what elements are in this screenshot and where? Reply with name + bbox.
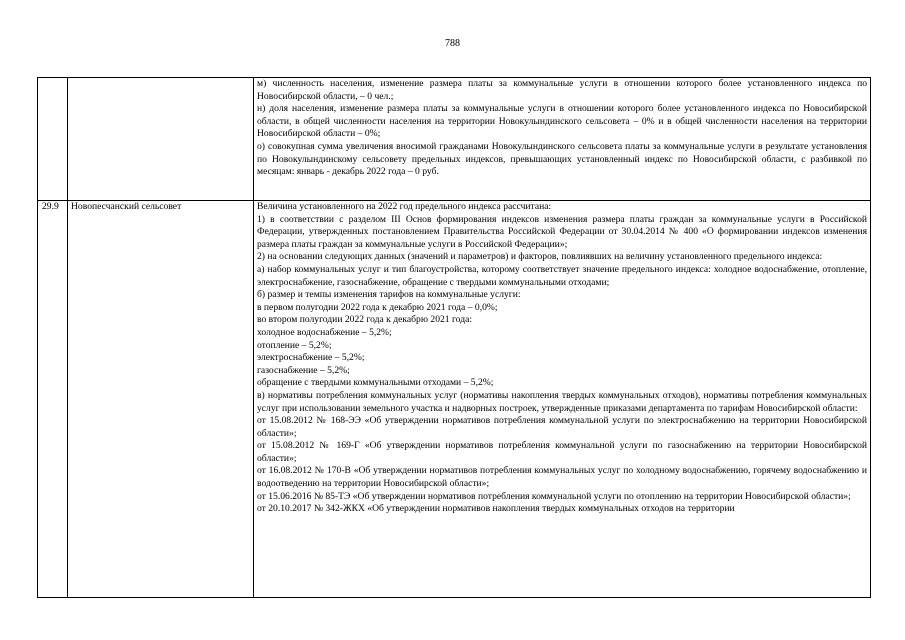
page-number: 788 — [445, 38, 460, 49]
paragraph: электроснабжение – 5,2%; — [257, 352, 365, 364]
paragraph: отопление – 5,2%; — [257, 339, 332, 351]
paragraph: Величина установленного на 2022 год предельного индекса рассчитана: — [257, 201, 552, 212]
table-row — [38, 201, 871, 598]
paragraph: 1) в соответствии с разделом III Основ формирования индексов изменения размера платы граждан за коммунальные услуги в Российской Федерации, утвержденных постановлением Правительства Российской Федерации от 30.04.2014 № 400 «О формировании индексов изменения размера платы граждан за коммунальные услуги в Российской Федерации»; — [257, 213, 867, 250]
paragraph: н) доля населения, изменение размера платы за коммунальные услуги в отношении которого более установленного индекса по Новосибирской области, в общей численности населения на территории Новокулындинского сельсовета – 0% и в общей численности населения на территории Новосибирской области – 0%; — [257, 103, 867, 140]
municipality-name-cell: Новопесчанский сельсовет — [68, 201, 254, 598]
paragraph: в первом полугодии 2022 года к декабрю 2021 года – 0,0%; — [257, 301, 498, 313]
paragraph: а) набор коммунальных услуг и тип благоустройства, которому соответствует значение предельного индекса: холодное водоснабжение, отопление, электроснабжение, газоснабжение, обращение с твердыми коммунальными отходами; — [257, 263, 867, 288]
paragraph: во втором полугодии 2022 года к декабрю 2021 года: — [257, 314, 473, 326]
paragraph: от 15.06.2016 № 85-ТЭ «Об утверждении нормативов потребления коммунальной услуги по отоплению на территории Новосибирской области»; — [257, 490, 851, 502]
paragraph: газоснабжение – 5,2%; — [257, 364, 350, 376]
tariff-index-table — [37, 77, 871, 598]
municipality-name-cell — [68, 78, 254, 201]
paragraph: холодное водоснабжение – 5,2%; — [257, 326, 392, 338]
paragraph: от 20.10.2017 № 342-ЖКХ «Об утверждении нормативов накопления твердых коммунальных отходов на территории — [257, 503, 735, 515]
paragraph: 2) на основании следующих данных (значений и параметров) и факторов, повлиявших на величину установленного предельного индекса: — [257, 251, 823, 263]
paragraph: от 15.08.2012 № 168-ЭЭ «Об утверждении нормативов потребления коммунальной услуги по электроснабжению на территории Новосибирской области»; — [257, 415, 867, 439]
description-cell — [254, 201, 871, 598]
paragraph: в) нормативы потребления коммунальных услуг (нормативы накопления твердых коммунальных отходов), нормативы потребления коммунальных услуг при использовании земельного участка и надворных построек, утвержденные приказами департамента по тарифам Новосибирской области: — [257, 389, 867, 414]
paragraph: м) численность населения, изменение размера платы за коммунальные услуги в отношении которого более установленного индекса по Новосибирской области, – 0 чел.; — [257, 78, 867, 102]
paragraph: о) совокупная сумма увеличения вносимой гражданами Новокулындинского сельсовета платы за коммунальные услуги в результате установления по Новокулындинскому сельсовету предельных индексов, превышающих установленный индекс по Новосибирской области, с разбивкой по месяцам: январь - декабрь 2022 года – 0 руб. — [257, 140, 867, 178]
description-cell — [254, 78, 871, 201]
paragraph: обращение с твердыми коммунальными отходами – 5,2%; — [257, 377, 494, 389]
row-number-cell: 29.9 — [38, 201, 68, 598]
table-row — [38, 78, 871, 201]
paragraph: от 16.08.2012 № 170-В «Об утверждении нормативов потребления коммунальных услуг по холодному водоснабжению, горячему водоснабжению и водоотведению на территории Новосибирской области»; — [257, 465, 867, 490]
paragraph: б) размер и темпы изменения тарифов на коммунальные услуги: — [257, 289, 521, 301]
paragraph: от 15.08.2012 № 169-Г «Об утверждении нормативов потребления коммунальной услуги по газоснабжению на территории Новосибирской области»; — [257, 440, 867, 464]
row-number-cell — [38, 78, 68, 201]
